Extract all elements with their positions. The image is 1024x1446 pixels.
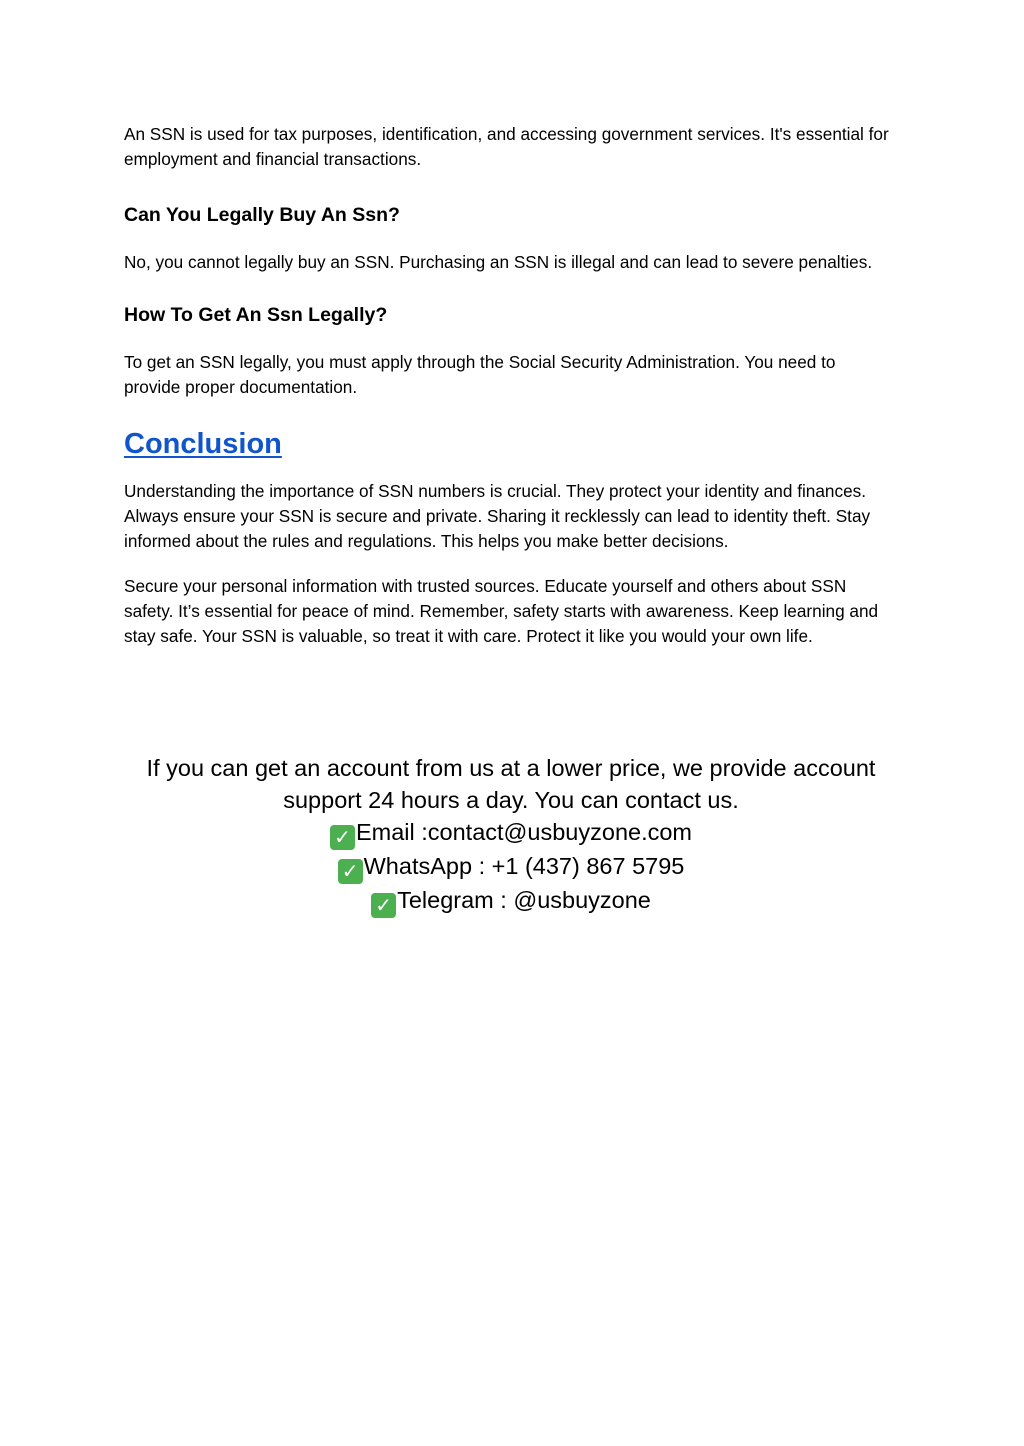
- contact-email-line: [124, 816, 898, 850]
- faq-answer-get: To get an SSN legally, you must apply through the Social Security Administration. You need to provide proper documentation.: [124, 352, 836, 397]
- contact-telegram[interactable]: Telegram : @usbuyzone: [397, 887, 651, 913]
- contact-block: [124, 752, 898, 918]
- conclusion-heading: [124, 426, 894, 462]
- conclusion-heading-link[interactable]: Conclusion: [124, 428, 282, 460]
- contact-telegram-line: [124, 884, 898, 918]
- contact-intro: If you can get an account from us at a lower price, we provide account support 24 hours a day. You can contact us.: [146, 755, 876, 813]
- contact-whatsapp-line: [124, 850, 898, 884]
- conclusion-paragraph-2: Secure your personal information with trusted sources. Educate yourself and others about SSN safety. It’s essential for peace of mind. Remember, safety starts with awareness. Keep learning and stay safe. Your SSN is valuable, so treat it with care. Protect it like you would your own life.: [124, 576, 879, 646]
- check-mark-button-icon: ✓: [330, 825, 355, 850]
- faq-answer-buy: No, you cannot legally buy an SSN. Purchasing an SSN is illegal and can lead to severe penalties.: [124, 252, 873, 272]
- check-mark-button-icon: ✓: [371, 893, 396, 918]
- contact-whatsapp[interactable]: WhatsApp : +1 (437) 867 5795: [363, 853, 685, 879]
- contact-email[interactable]: Email :contact@usbuyzone.com: [355, 819, 693, 845]
- document-body: [124, 122, 894, 649]
- faq-heading-buy: Can You Legally Buy An Ssn?: [124, 204, 400, 226]
- check-mark-button-icon: ✓: [338, 859, 363, 884]
- ssn-use-paragraph: An SSN is used for tax purposes, identification, and accessing government services. It's essential for employment and financial transactions.: [124, 124, 889, 169]
- conclusion-paragraph-1: Understanding the importance of SSN numbers is crucial. They protect your identity and finances. Always ensure your SSN is secure and private. Sharing it recklessly can lead to identity theft. Stay informed about the rules and regulations. This helps you make better decisions.: [124, 481, 871, 551]
- faq-heading-get: How To Get An Ssn Legally?: [124, 304, 388, 326]
